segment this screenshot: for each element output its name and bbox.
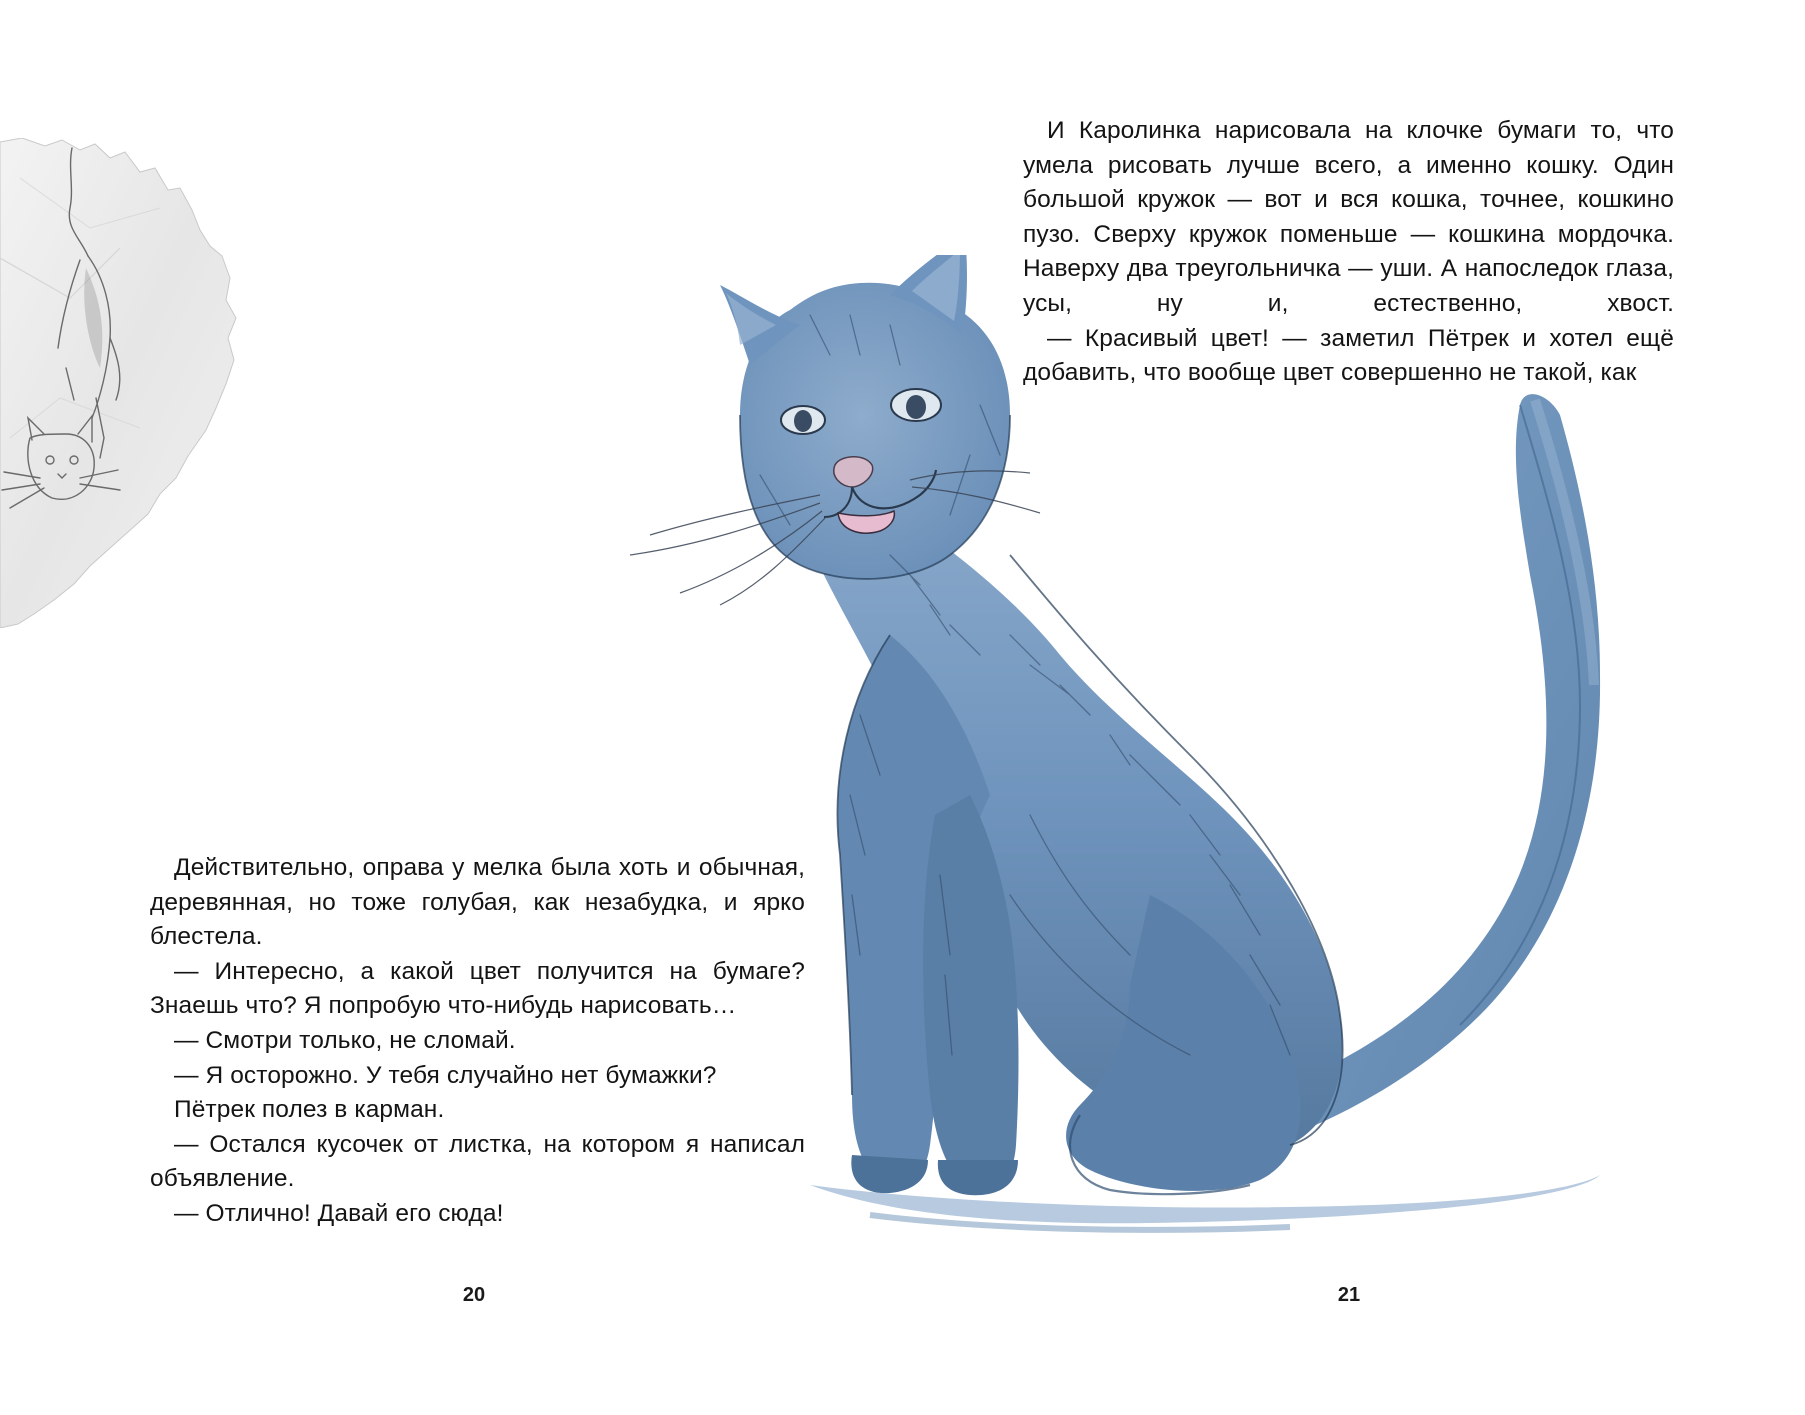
paragraph: — Остался кусочек от листка, на котором я написал объявление.: [150, 1130, 805, 1193]
paragraph: Пётрек полез в карман.: [174, 1096, 445, 1124]
paragraph: Действительно, оправа у мелка была хоть и обычная, деревянная, но тоже голубая, как незабудка, и ярко блестела.: [150, 854, 805, 951]
paragraph: — Интересно, а какой цвет получится на бумаге? Знаешь что? Я попробую что-нибудь нарисовать…: [150, 957, 805, 1020]
paragraph: — Смотри только, не сломай.: [174, 1026, 516, 1054]
paragraph: — Отлично! Давай его сюда!: [174, 1199, 504, 1227]
paragraph: И Каролинка нарисовала на клочке бумаги то, что умела рисовать лучше всего, а именно кошку. Один большой кружок — вот и вся кошка, точнее, кошкино пузо. Сверху кружок поменьше — кошкина мордочка. Наверху два треугольничка — уши. А напоследок глаза, усы, ну и, естественно, хвост.: [1023, 117, 1674, 317]
paper-scrap-sketch: [0, 138, 240, 628]
right-page-text: [1023, 114, 1674, 391]
paragraph: — Красивый цвет! — заметил Пётрек и хотел ещё добавить, что вообще цвет совершенно не такой, как: [1023, 324, 1674, 387]
left-page-text: [150, 851, 805, 1232]
page-number-right: 21: [1337, 1284, 1361, 1306]
page-number-left: 20: [462, 1284, 486, 1306]
paragraph: — Я осторожно. У тебя случайно нет бумажки?: [174, 1061, 717, 1089]
